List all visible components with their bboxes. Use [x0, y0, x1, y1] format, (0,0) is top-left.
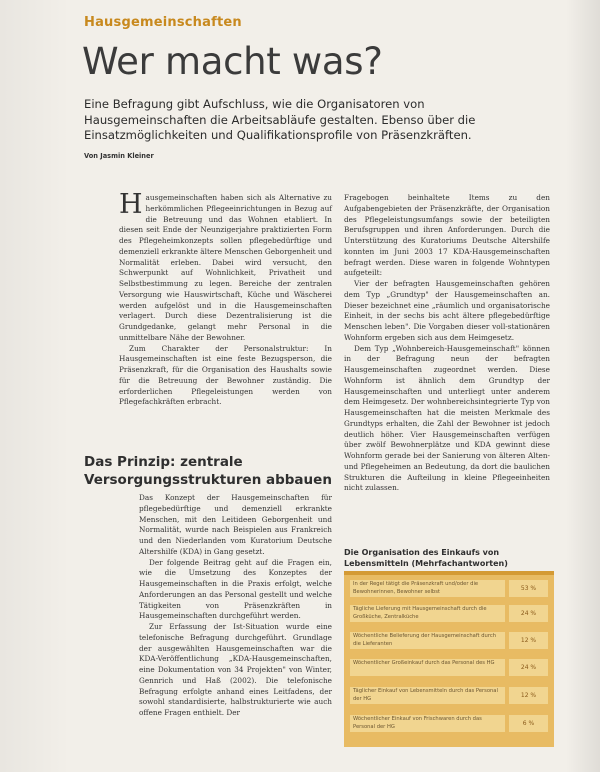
section-kicker: Hausgemeinschaften [84, 15, 242, 30]
info-box-title: Die Organisation des Einkaufs von Lebensmitteln (Mehrfachantworten) [344, 548, 508, 568]
byline: Von Jasmin Kleiner [84, 152, 154, 160]
table-row [350, 580, 548, 597]
paragraph: Zum Charakter der Personalstruktur: In Hausgemeinschaften ist eine feste Bezugsperson, die Präsenzkraft, für die Organisation des Haushalts sowie für die Betreuung der Bewohner zuständig. Die erforderlichen Pflegeleistungen werden von Pflegefachkräften erbracht. [119, 343, 332, 407]
info-box-table [344, 571, 554, 747]
table-cell-value: 53 % [509, 580, 548, 597]
paragraph: Zur Erfassung der Ist-Situation wurde eine telefonische Befragung durchgeführt. Grundlage der ausgewählten Hausgemeinschaften war die KDA-Veröffentlichung „KDA-Hausgemeinschaften, eine Dokumentation von 34 Projekten" von Winter, Gennrich und Haß (2002). Die telefonische Befragung erfolgte anhand eines Leitfadens, der sowohl standardisierte, halbstrukturierte wie auch offene Fragen enthielt. Der [139, 622, 332, 717]
table-cell-value: 24 % [509, 659, 548, 676]
lead-paragraph [84, 97, 544, 144]
table-cell-value: 24 % [509, 605, 548, 622]
table-cell-label: Tägliche Lieferung mit Hausgemeinschaft durch die Großküche, Zentralküche [350, 605, 505, 622]
paragraph [119, 189, 332, 344]
scan-edge-shadow-left [0, 0, 70, 772]
drop-cap: H [119, 189, 143, 220]
paragraph: Vier der befragten Hausgemeinschaften gehören dem Typ „Grundtyp" der Hausgemeinschaften an. Dieser bezeichnet eine „räumlich und organisatorische Einheit, in der sechs bis acht ältere pflegebedürftige Menschen leben". Die Vorgaben dieser voll-stationären Wohnform ergeben sich aus dem Heimgesetz. [344, 279, 550, 342]
table-row [350, 687, 548, 704]
paragraph: Dem Typ „Wohnbereich-Hausgemeinschaft" können in der Befragung neun der befragten Hausgemeinschaften zugeordnet werden. Diese Wohnform ist ähnlich dem Grundtyp der Hausgemeinschaften und unterliegt unter anderem dem Heimgesetz. Der wohnbereichsintegrierte Typ von Hausgemeinschaften hat die meisten Merkmale des Grundtyps erhalten, die Zahl der Bewohner ist jedoch deutlich höher. Vier Hausgemeinschaften verfügen über zwölf Bewohnerplätze und KDA gewinnt diese Wohnform gerade bei der Sanierung von älteren Alten- und Pflegeheimen an Bedeutung, da dort die baulichen Strukturen die Aufteilung in kleine Pflegeeinheiten nicht zulassen. [344, 343, 550, 493]
table-row [350, 659, 548, 676]
scan-edge-shadow [566, 0, 600, 772]
section-subheading: Das Prinzip: zentrale Versorgungsstrukturen abbauen [84, 454, 332, 488]
column-right [344, 193, 550, 494]
table-cell-value: 12 % [509, 687, 548, 704]
paragraph-text: ausgemeinschaften haben sich als Alternative zu herkömmlichen Pflegeeinrichtungen in Bezug auf die Betreuung und das Wohnen etabliert. In diesen seit Ende der Neunzigerjahre praktizierten Form des Pflegeheimkonzepts sollen pflegebedürftige und demenziell erkrankte ältere Menschen Geborgenheit und Normalität erleben. Dabei wird versucht, den Schwerpunkt auf Wohnlichkeit, Privatheit und Selbstbestimmung zu legen. Bereiche der zentralen Versorgung wie Hauswirtschaft, Küche und Wäscherei werden aufgelöst und in die Hausgemeinschaften verlagert. Durch diese Dezentralisierung ist die Grundgedanke, gelangt mehr Personal in die unmittelbare Nähe der Bewohner. [119, 193, 332, 342]
table-cell-value: 6 % [509, 715, 548, 732]
column-left-top [119, 189, 332, 408]
table-cell-label: Wöchentliche Belieferung der Hausgemeinschaft durch die Lieferanten [350, 632, 505, 649]
table-cell-label: In der Regel tätigt die Präsenzkraft und/oder die Bewohnerinnen, Bewohner selbst [350, 580, 505, 597]
paragraph: Fragebogen beinhaltete Items zu den Aufgabengebieten der Präsenzkräfte, der Organisation des Pflegeleistungsumfangs sowie der beteiligten Berufsgruppen und ihren Anforderungen. Durch die Unterstützung des Kuratoriums Deutsche Altershilfe konnten im Juni 2003 17 KDA-Hausgemeinschaften befragt werden. Diese waren in folgende Wohntypen aufgeteilt: [344, 193, 550, 278]
paragraph: Das Konzept der Hausgemeinschaften für pflegebedürftige und demenziell erkrankte Menschen, mit den Leitideen Geborgenheit und Normalität, wurde nach Beispielen aus Frankreich und den Niederlanden vom Kuratorium Deutsche Altershilfe (KDA) in Gang gesetzt. [139, 493, 332, 556]
table-row [350, 715, 548, 732]
table-cell-label: Täglicher Einkauf von Lebensmitteln durch das Personal der HG [350, 687, 505, 704]
table-cell-label: Wöchentlicher Einkauf von Frischwaren durch das Personal der HG [350, 715, 505, 732]
table-row [350, 632, 548, 649]
table-row [350, 605, 548, 622]
table-cell-label: Wöchentlicher Großeinkauf durch das Personal des HG [350, 659, 505, 676]
paragraph: Der folgende Beitrag geht auf die Fragen ein, wie die Umsetzung des Konzeptes der Hausgemeinschaften in die Praxis erfolgt, welche Anforderungen an das Personal gestellt und welche Tätigkeiten von Präsenzkräften in Hausgemeinschaften durchgeführt werden. [139, 557, 332, 621]
column-left-bottom [139, 493, 332, 719]
table-cell-value: 12 % [509, 632, 548, 649]
page-title: Wer macht was? [82, 40, 383, 83]
lead-text: Eine Befragung gibt Aufschluss, wie die Organisatoren von Hausgemeinschaften die Arbeitsabläufe gestalten. Ebenso über die Einsatzmöglichkeiten und Qualifikationsprofile von Präsenzkräften. [84, 97, 476, 143]
